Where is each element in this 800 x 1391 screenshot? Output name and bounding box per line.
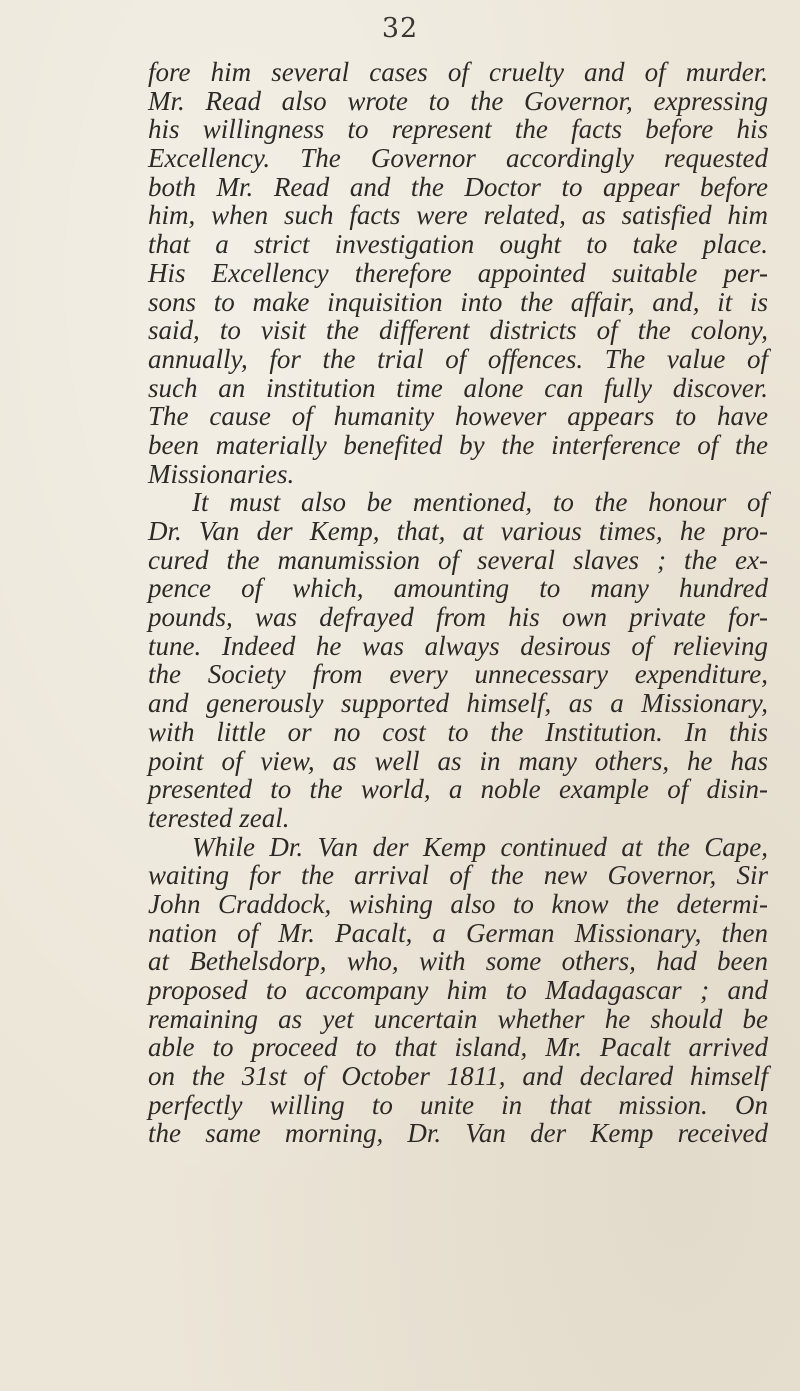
text-line: pounds, was defrayed from his own private for-: [148, 602, 768, 633]
text-line: able to proceed to that island, Mr. Pacalt arrived: [148, 1032, 768, 1063]
text-line: pence of which, amounting to many hundred: [148, 573, 768, 604]
text-line: terested zeal.: [148, 802, 290, 833]
text-line: him, when such facts were related, as satisfied him: [148, 200, 768, 231]
page-number: 32: [381, 13, 419, 44]
text-line: Dr. Van der Kemp, that, at various times, he pro-: [148, 516, 768, 546]
body-text: [148, 58, 768, 1148]
text-line: on the 31st of October 1811, and declared himself: [148, 1061, 768, 1092]
text-line: said, to visit the different districts of the colony,: [148, 315, 768, 346]
text-line: both Mr. Read and the Doctor to appear before: [148, 171, 768, 202]
text-line: his willingness to represent the facts before his: [148, 114, 768, 145]
text-line: that a strict investigation ought to take place.: [148, 229, 768, 260]
text-line: proposed to accompany him to Madagascar ; and: [148, 975, 768, 1005]
text-line: It must also be mentioned, to the honour of: [192, 487, 768, 518]
text-line: John Craddock, wishing also to know the determi-: [148, 888, 768, 919]
text-line: perfectly willing to unite in that mission. On: [148, 1089, 768, 1120]
text-line: nation of Mr. Pacalt, a German Missionary, then: [148, 917, 768, 948]
text-line: tune. Indeed he was always desirous of relieving: [148, 630, 768, 661]
text-line: with little or no cost to the Institution. In this: [148, 716, 768, 747]
text-line: His Excellency therefore appointed suitable per-: [148, 257, 768, 288]
text-line: Excellency. The Governor accordingly requested: [148, 143, 768, 174]
text-line: the Society from every unnecessary expenditure,: [148, 659, 768, 690]
text-line: been materially benefited by the interference of the: [148, 429, 768, 460]
text-line: annually, for the trial of offences. The value of: [148, 343, 768, 374]
text-line: the same morning, Dr. Van der Kemp received: [148, 1118, 768, 1149]
text-line: fore him several cases of cruelty and of murder.: [148, 57, 768, 87]
text-line: Mr. Read also wrote to the Governor, expressing: [148, 85, 768, 116]
text-line: sons to make inquisition into the affair, and, it is: [148, 286, 768, 317]
text-line: Missionaries.: [148, 458, 295, 489]
text-line: at Bethelsdorp, who, with some others, had been: [148, 946, 768, 977]
text-line: such an institution time alone can fully discover.: [148, 372, 768, 403]
text-line: remaining as yet uncertain whether he should be: [148, 1003, 768, 1034]
text-line: cured the manumission of several slaves ; the ex-: [148, 544, 768, 575]
text-line: and generously supported himself, as a Missionary,: [148, 688, 768, 719]
text-line: point of view, as well as in many others, he has: [148, 745, 768, 776]
text-line: presented to the world, a noble example of disin-: [148, 774, 768, 805]
text-line: The cause of humanity however appears to have: [148, 401, 768, 432]
text-line: waiting for the arrival of the new Governor, Sir: [148, 860, 768, 891]
text-line: While Dr. Van der Kemp continued at the Cape,: [192, 831, 768, 862]
